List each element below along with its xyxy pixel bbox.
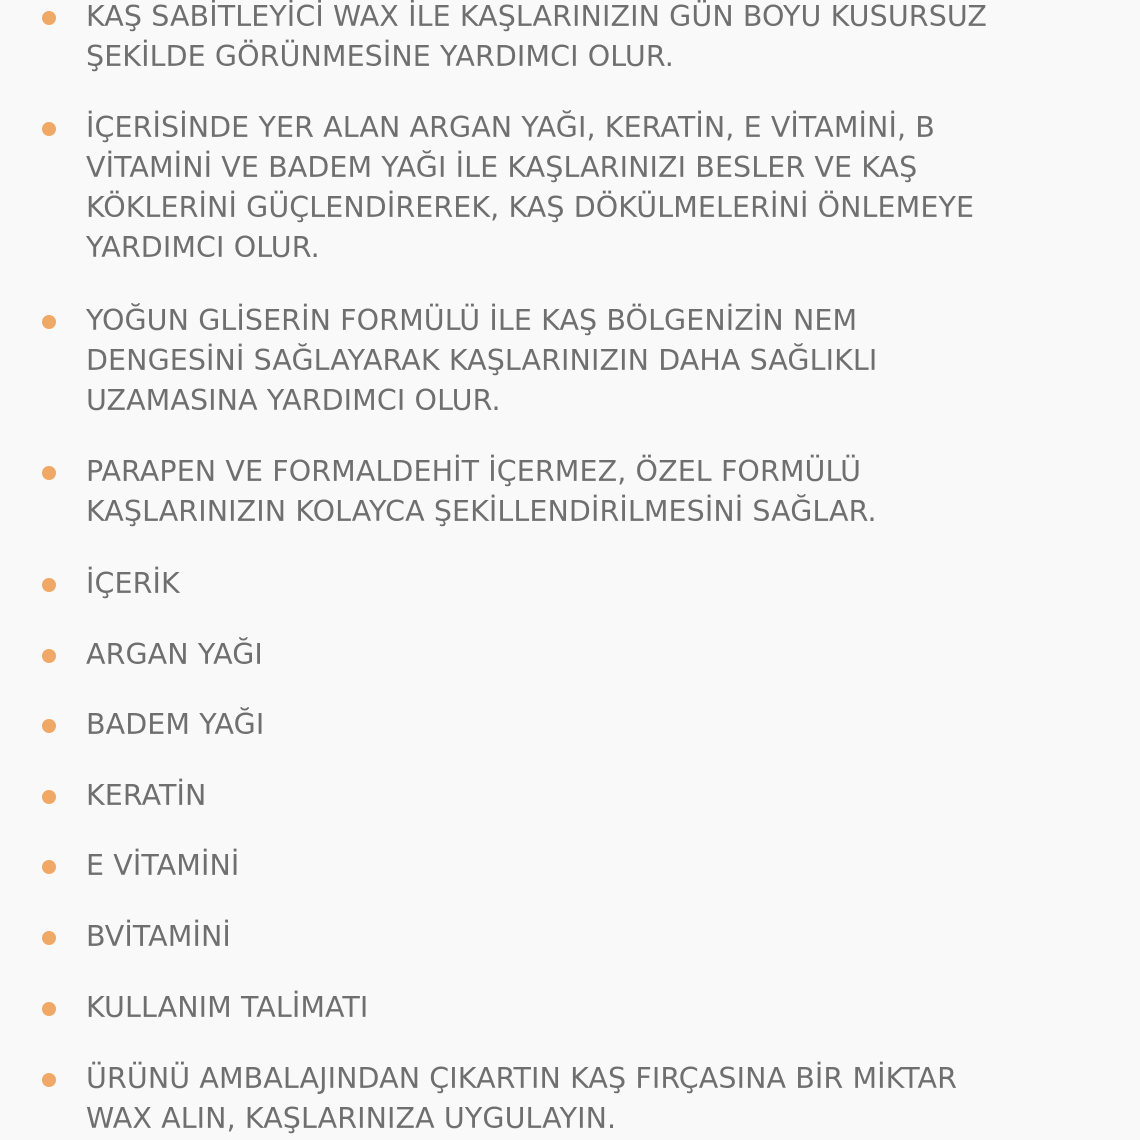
text-line: KAŞLARINIZIN KOLAYCA ŞEKİLLENDİRİLMESİNİ SAĞLAR.: [86, 495, 877, 528]
text-line: İÇERİSİNDE YER ALAN ARGAN YAĞI, KERATİN, E VİTAMİNİ, B: [86, 111, 935, 144]
bullet-dot-icon: [42, 860, 56, 874]
text-line: KULLANIM TALİMATI: [86, 991, 369, 1024]
text-line: BVİTAMİNİ: [86, 920, 231, 953]
bullet-dot-icon: [42, 649, 56, 663]
text-line: YOĞUN GLİSERİN FORMÜLÜ İLE KAŞ BÖLGENİZİN NEM: [86, 304, 858, 337]
bullet-text: [86, 108, 1126, 268]
text-line: E VİTAMİNİ: [86, 849, 240, 882]
text-line: PARAPEN VE FORMALDEHİT İÇERMEZ, ÖZEL FORMÜLÜ: [86, 455, 862, 488]
text-line: BADEM YAĞI: [86, 708, 265, 741]
text-line: KAŞ SABİTLEYİCİ WAX İLE KAŞLARINIZIN GÜN BOYU KUSURSUZ: [86, 0, 987, 33]
text-line: WAX ALIN, KAŞLARINIZA UYGULAYIN.: [86, 1102, 617, 1135]
text-line: ŞEKİLDE GÖRÜNMESİNE YARDIMCI OLUR.: [86, 40, 674, 73]
text-line: KERATİN: [86, 779, 207, 812]
bullet-dot-icon: [42, 315, 56, 329]
text-line: İÇERİK: [86, 567, 180, 600]
bullet-text: [86, 705, 1126, 745]
bullet-dot-icon: [42, 931, 56, 945]
bullet-text: [86, 1059, 1126, 1139]
text-line: UZAMASINA YARDIMCI OLUR.: [86, 384, 501, 417]
bullet-text: [86, 988, 1126, 1028]
text-line: VİTAMİNİ VE BADEM YAĞI İLE KAŞLARINIZI BESLER VE KAŞ: [86, 151, 918, 184]
bullet-text: [86, 301, 1126, 421]
bullet-dot-icon: [42, 1002, 56, 1016]
text-line: KÖKLERİNİ GÜÇLENDİREREK, KAŞ DÖKÜLMELERİNİ ÖNLEMEYE: [86, 191, 975, 224]
text-line: YARDIMCI OLUR.: [86, 231, 320, 264]
text-line: DENGESİNİ SAĞLAYARAK KAŞLARINIZIN DAHA SAĞLIKLI: [86, 344, 878, 377]
bullet-text: [86, 564, 1126, 604]
bullet-dot-icon: [42, 719, 56, 733]
bullet-text: [86, 846, 1126, 886]
bullet-dot-icon: [42, 11, 56, 25]
bullet-text: [86, 776, 1126, 816]
bullet-dot-icon: [42, 578, 56, 592]
bullet-text: [86, 452, 1126, 532]
bullet-text: [86, 0, 1126, 77]
bullet-text: [86, 635, 1126, 675]
text-line: ARGAN YAĞI: [86, 638, 263, 671]
bullet-text: [86, 917, 1126, 957]
bullet-dot-icon: [42, 466, 56, 480]
bullet-dot-icon: [42, 790, 56, 804]
text-line: ÜRÜNÜ AMBALAJINDAN ÇIKARTIN KAŞ FIRÇASINA BİR MİKTAR: [86, 1062, 958, 1095]
bullet-dot-icon: [42, 122, 56, 136]
bullet-dot-icon: [42, 1073, 56, 1087]
